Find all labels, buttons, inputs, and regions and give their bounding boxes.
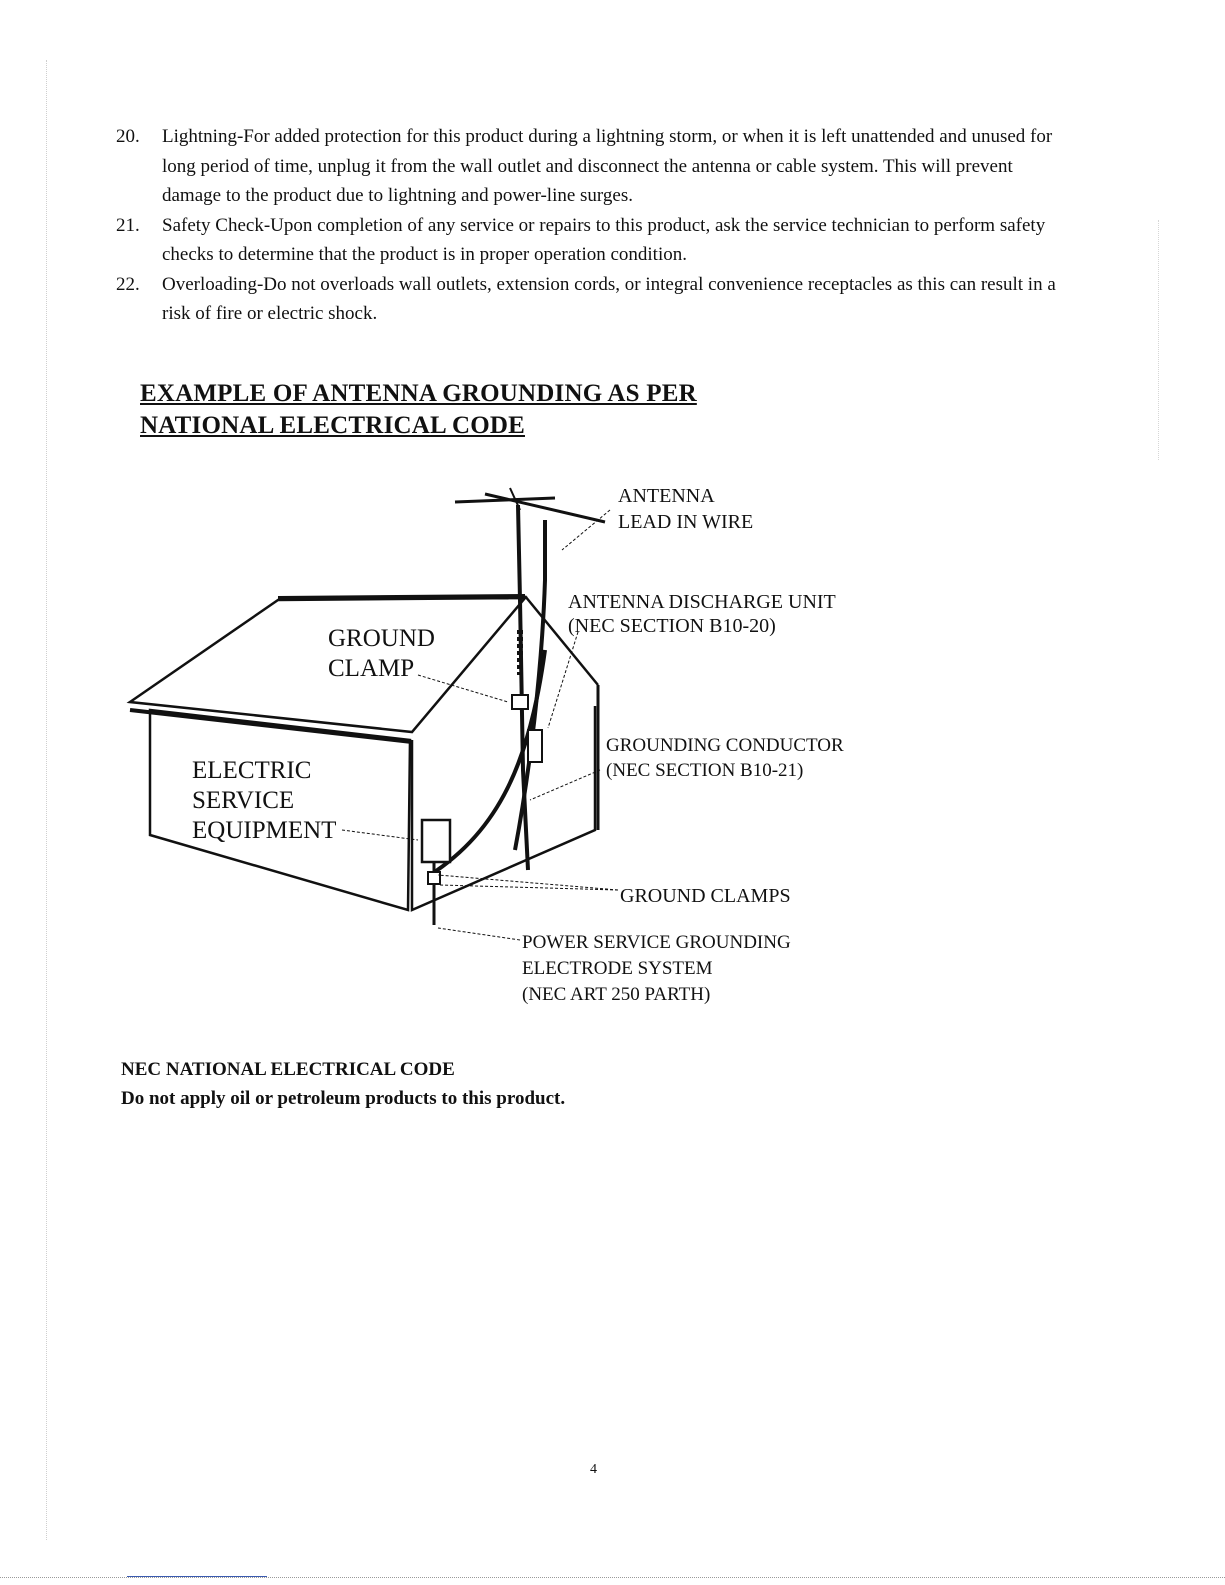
label-equipment: EQUIPMENT [192, 817, 337, 844]
instruction-item [116, 211, 1076, 270]
label-grounding-section: (NEC SECTION B10-21) [606, 760, 804, 781]
label-service: SERVICE [192, 787, 295, 814]
label-lead-in-wire: LEAD IN WIRE [618, 511, 754, 533]
instruction-number: 22. [116, 273, 140, 295]
label-discharge-section: (NEC SECTION B10-20) [568, 615, 776, 637]
label-power-service-1: POWER SERVICE GROUNDING [522, 932, 791, 953]
footer-notes [121, 1055, 565, 1113]
page-number: 4 [590, 1462, 597, 1477]
service-equipment-box [422, 820, 450, 925]
safety-instructions-list [116, 122, 1076, 329]
section-heading-line2: NATIONAL ELECTRICAL CODE [140, 412, 525, 439]
oil-warning: Do not apply oil or petroleum products to this product. [121, 1088, 566, 1109]
instruction-text: Lightning-For added protection for this product during a lightning storm, or when it is left unattended and unused for long period of time, unplug it from the wall outlet and disconnect the antenna or cable system. This will prevent damage to the product due to lightning and power-line surges. [162, 126, 1053, 206]
section-heading [140, 378, 697, 442]
label-antenna: ANTENNA [618, 485, 715, 507]
label-discharge-unit: ANTENNA DISCHARGE UNIT [568, 591, 836, 613]
label-electric: ELECTRIC [192, 757, 312, 784]
antenna-mast [430, 488, 605, 875]
bottom-border [0, 1577, 1225, 1579]
instruction-text: Safety Check-Upon completion of any service or repairs to this product, ask the service technician to perform safety checks to determine that the product is in proper operation condition. [162, 214, 1046, 265]
instruction-number: 20. [116, 126, 140, 147]
label-ground: GROUND [328, 625, 435, 652]
instruction-number: 21. [116, 214, 140, 236]
antenna-grounding-diagram [100, 470, 920, 1030]
instruction-item [116, 122, 1076, 211]
scan-edge-left [46, 60, 48, 1540]
label-power-service-3: (NEC ART 250 PARTH) [522, 984, 711, 1005]
label-power-service-2: ELECTRODE SYSTEM [522, 958, 713, 979]
bottom-link-underline [127, 1576, 267, 1577]
instruction-item [116, 270, 1076, 329]
scan-edge-right [1158, 220, 1160, 460]
section-heading-line1: EXAMPLE OF ANTENNA GROUNDING AS PER [140, 380, 697, 407]
instruction-text: Overloading-Do not overloads wall outlets, extension cords, or integral convenience receptacles as this can result in a risk of fire or electric shock. [162, 273, 1056, 324]
nec-definition: NEC NATIONAL ELECTRICAL CODE [121, 1059, 455, 1080]
label-clamp: CLAMP [328, 655, 415, 682]
label-ground-clamps: GROUND CLAMPS [620, 885, 791, 907]
label-grounding-conductor: GROUNDING CONDUCTOR [606, 735, 844, 756]
